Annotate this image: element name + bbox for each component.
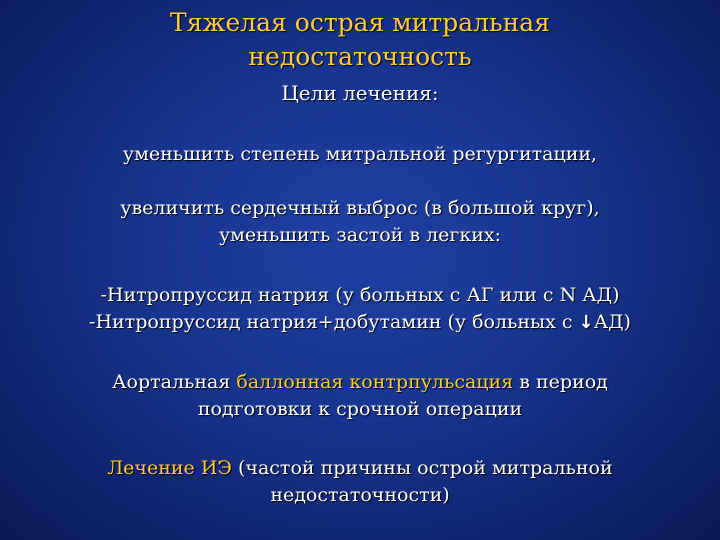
drug-line-2-end: АД)	[593, 311, 631, 333]
drug-therapy	[0, 282, 720, 336]
treatment-goals-heading: Цели лечения:	[281, 81, 439, 105]
title-line-2: недостаточность	[248, 42, 472, 71]
treatment-line-1	[0, 455, 720, 482]
balloon-counterpulsation	[0, 369, 720, 423]
treatment-line-2: недостаточности)	[270, 484, 450, 506]
balloon-pre: Аортальная	[112, 371, 237, 393]
drug-line-2	[0, 309, 720, 336]
balloon-line-2: подготовки к срочной операции	[197, 398, 523, 420]
endocarditis-treatment	[0, 455, 720, 509]
goal-2-line-2: уменьшить застой в легких:	[218, 224, 502, 246]
balloon-highlight: баллонная контрпульсация	[236, 371, 514, 393]
treatment-highlight: Лечение ИЭ	[107, 457, 232, 479]
goal-reduce-regurgitation	[0, 141, 720, 168]
goal-increase-output	[0, 195, 720, 249]
drug-line-2-text: -Нитропруссид натрия+добутамин (у больных с	[89, 311, 579, 333]
slide-title	[0, 6, 720, 74]
arrow-down-icon: ↓	[578, 312, 594, 333]
drug-line-1: -Нитропруссид натрия (у больных с АГ или с N АД)	[100, 284, 620, 306]
treatment-post: (частой причины острой митральной	[231, 457, 613, 479]
balloon-line-1	[0, 369, 720, 396]
title-line-1: Тяжелая острая митральная	[170, 8, 550, 37]
goal-2-line-1: увеличить сердечный выброс (в большой круг),	[120, 197, 600, 219]
balloon-post: в период	[513, 371, 608, 393]
goal-1-text: уменьшить степень митральной регургитации,	[122, 143, 598, 165]
